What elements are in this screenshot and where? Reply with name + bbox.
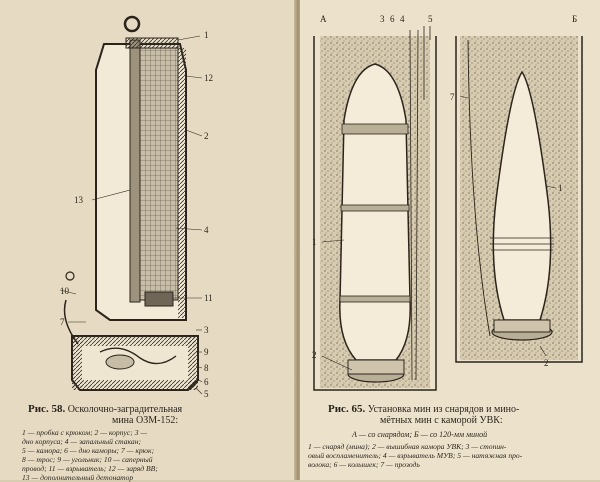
caption-title-line-1: Установка мин из снарядов и мино-	[367, 404, 520, 415]
label-12: 12	[204, 73, 213, 83]
figure-65-legend	[308, 442, 596, 469]
label-6: 6	[204, 377, 209, 387]
figure-58-legend	[22, 428, 284, 482]
label-1-B: 1	[558, 183, 563, 193]
label-13: 13	[74, 195, 83, 205]
label-3: 3	[204, 325, 209, 335]
ozm-152-mine-drawing	[0, 0, 296, 400]
label-6: 6	[390, 14, 395, 24]
label-5: 5	[428, 14, 433, 24]
caption-number: Рис. 65.	[328, 403, 366, 415]
label-2-A: 2	[312, 350, 317, 360]
label-3: 3	[380, 14, 385, 24]
legend-line: 5 — камора; 6 — дно каморы; 7 — крюк;	[22, 446, 155, 455]
figure-65-subcaption: А — со снарядом; Б — со 120-мм миной	[352, 430, 488, 439]
label-4: 4	[400, 14, 405, 24]
legend-line: 1 — пробка с крюком; 2 — корпус; 3 —	[22, 428, 148, 437]
legend-line: волока; 6 — колышек; 7 — прозодь	[308, 460, 420, 469]
label-9: 9	[204, 347, 209, 357]
label-A: А	[320, 14, 327, 24]
legend-line: провод; 11 — взрыватель; 12 — заряд ВВ;	[22, 464, 158, 473]
legend-line: дно корпуса; 4 — запальный стакан;	[22, 437, 141, 446]
right-page	[300, 0, 600, 480]
label-B: Б	[572, 14, 578, 24]
label-4: 4	[204, 225, 209, 235]
label-10: 10	[60, 286, 69, 296]
legend-line: овый воспламенитель; 4 — взрыватель МУВ; 5 — натяжная про-	[308, 451, 523, 460]
label-1: 1	[204, 30, 209, 40]
legend-line: 8 — трос; 9 — угольник; 10 — саперный	[22, 455, 153, 464]
left-page	[0, 0, 296, 480]
label-1-A: 1	[312, 237, 317, 247]
caption-title-line-2: мётных мин с каморой УВК:	[380, 415, 503, 426]
legend-line: 13 — дополнительный детонатор	[22, 473, 134, 482]
label-2: 2	[204, 131, 209, 141]
caption-title-line-1: Осколочно-заградительная	[67, 404, 183, 415]
shell-mine-installation-drawing	[300, 0, 600, 400]
label-7: 7	[450, 92, 455, 102]
label-8: 8	[204, 363, 209, 373]
label-11: 11	[204, 293, 213, 303]
caption-title-line-2: мина ОЗМ-152:	[112, 415, 179, 426]
label-2-B: 2	[544, 358, 549, 368]
label-7: 7	[60, 317, 65, 327]
figure-58-caption	[28, 404, 182, 415]
legend-line: 1 — снаряд (мина); 2 — вышибная камора УВК; 3 — стопин-	[308, 442, 507, 451]
figure-65-caption	[328, 404, 519, 415]
label-5: 5	[204, 389, 209, 399]
caption-number: Рис. 58.	[28, 403, 66, 415]
